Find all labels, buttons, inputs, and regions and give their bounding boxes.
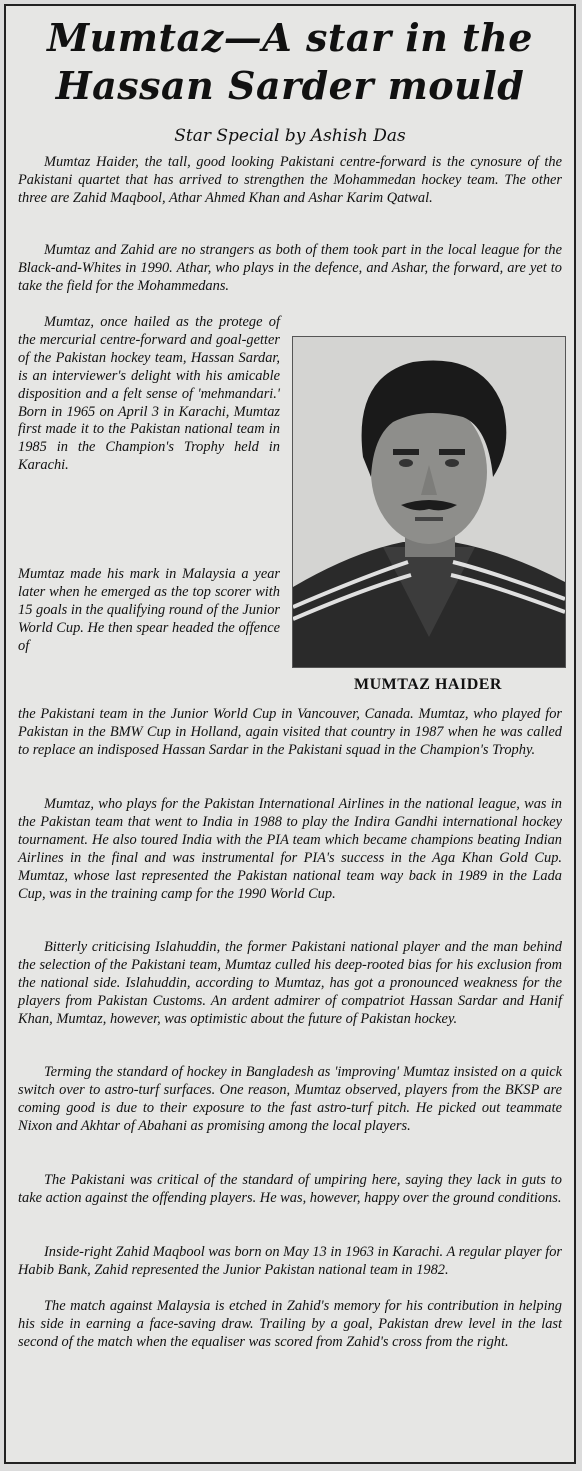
paragraph-4: Mumtaz, who plays for the Pakistan International Airlines in the national league, was in the Pakistan team that went to India in 1988 to play the Indira Gandhi international hockey tournament. He also toured India with the PIA team which became champions beating Indian Airlines in the final and was instrumental for PIA's success in the Aga Khan Gold Cup. Mumtaz, whose last represented the Pakistan national team way back in 1989 in the Lada Cup, was in the training camp for the 1990 World Cup. [18,796,562,902]
paragraph-5: Bitterly criticising Islahuddin, the former Pakistani national player and the man behind the selection of the Pakistani team, Mumtaz culled his deep-rooted bias for his exclusion from the national side. Islahuddin, according to Mumtaz, has got a pronounced weakness for the players from Pakistan Customs. An ardent admirer of compatriot Hassan Sardar and Hanif Khan, Mumtaz, however, was optimistic about the future of Pakistan hockey. [18,939,562,1027]
paragraph-2: Mumtaz and Zahid are no strangers as both of them took part in the local league for the Black-and-Whites in 1990. Athar, who plays in the defence, and Ashar, the forward, are yet to take the field for the Mohammedans. [18,242,562,294]
paragraph-7: The Pakistani was critical of the standard of umpiring here, saying they lack in guts to take action against the offending players. He was, however, happy over the ground conditions. [18,1172,562,1206]
paragraph-3-end: the Pakistani team in the Junior World Cup in Vancouver, Canada. Mumtaz, who played for Pakistan in the BMW Cup in Holland, again visited that country in 1987 when he was called to replace an indisposed Hassan Sardar in the Pakistani squad in the Champion's Trophy. [18,706,562,758]
paragraph-1: Mumtaz Haider, the tall, good looking Pakistani centre-forward is the cynosure of the Pakistani quartet that has arrived to strengthen the Mohammedan hockey team. The other three are Zahid Maqbool, Athar Ahmed Khan and Ashar Karim Qatwal. [18,154,562,206]
newspaper-clipping [4,4,576,1464]
player-photo [292,336,566,668]
paragraph-6: Terming the standard of hockey in Bangladesh as 'improving' Mumtaz insisted on a quick switch over to astro-turf surfaces. One reason, Mumtaz observed, players from the BKSP are coming good is due to their exposure to the fast astro-turf pitch. He picked out teammate Nixon and Akhtar of Abahani as promising among the local players. [18,1064,562,1134]
player-portrait-image [293,337,565,667]
photo-caption: MUMTAZ HAIDER [354,676,502,693]
headline-line-1: Mumtaz—A star in the [47,15,533,60]
paragraph-8: Inside-right Zahid Maqbool was born on May 13 in 1963 in Karachi. A regular player for Habib Bank, Zahid represented the Junior Pakistan national team in 1982. [18,1244,562,1278]
paragraph-3-continued: Mumtaz made his mark in Malaysia a year later when he emerged as the top scorer with 15 goals in the qualifying round of the Junior World Cup. He then spear headed the offence of [18,566,280,654]
headline [6,14,574,110]
byline: Star Special by Ashish Das [174,126,406,146]
paragraph-3: Mumtaz, once hailed as the protege of the mercurial centre-forward and goal-getter of the Pakistan hockey team, Hassan Sardar, is an interviewer's delight with his amicable disposition and a felt sense of 'mehmandari.' Born in 1965 on April 3 in Karachi, Mumtaz first made it to the Pakistan national team in 1985 in the Champion's Trophy held in Karachi. [18,314,280,474]
headline-line-2: Hassan Sarder mould [55,63,525,108]
paragraph-9: The match against Malaysia is etched in Zahid's memory for his contribution in helping his side in earning a face-saving draw. Trailing by a goal, Pakistan drew level in the last second of the match when the equaliser was scored from Zahid's cross from the right. [18,1298,562,1350]
